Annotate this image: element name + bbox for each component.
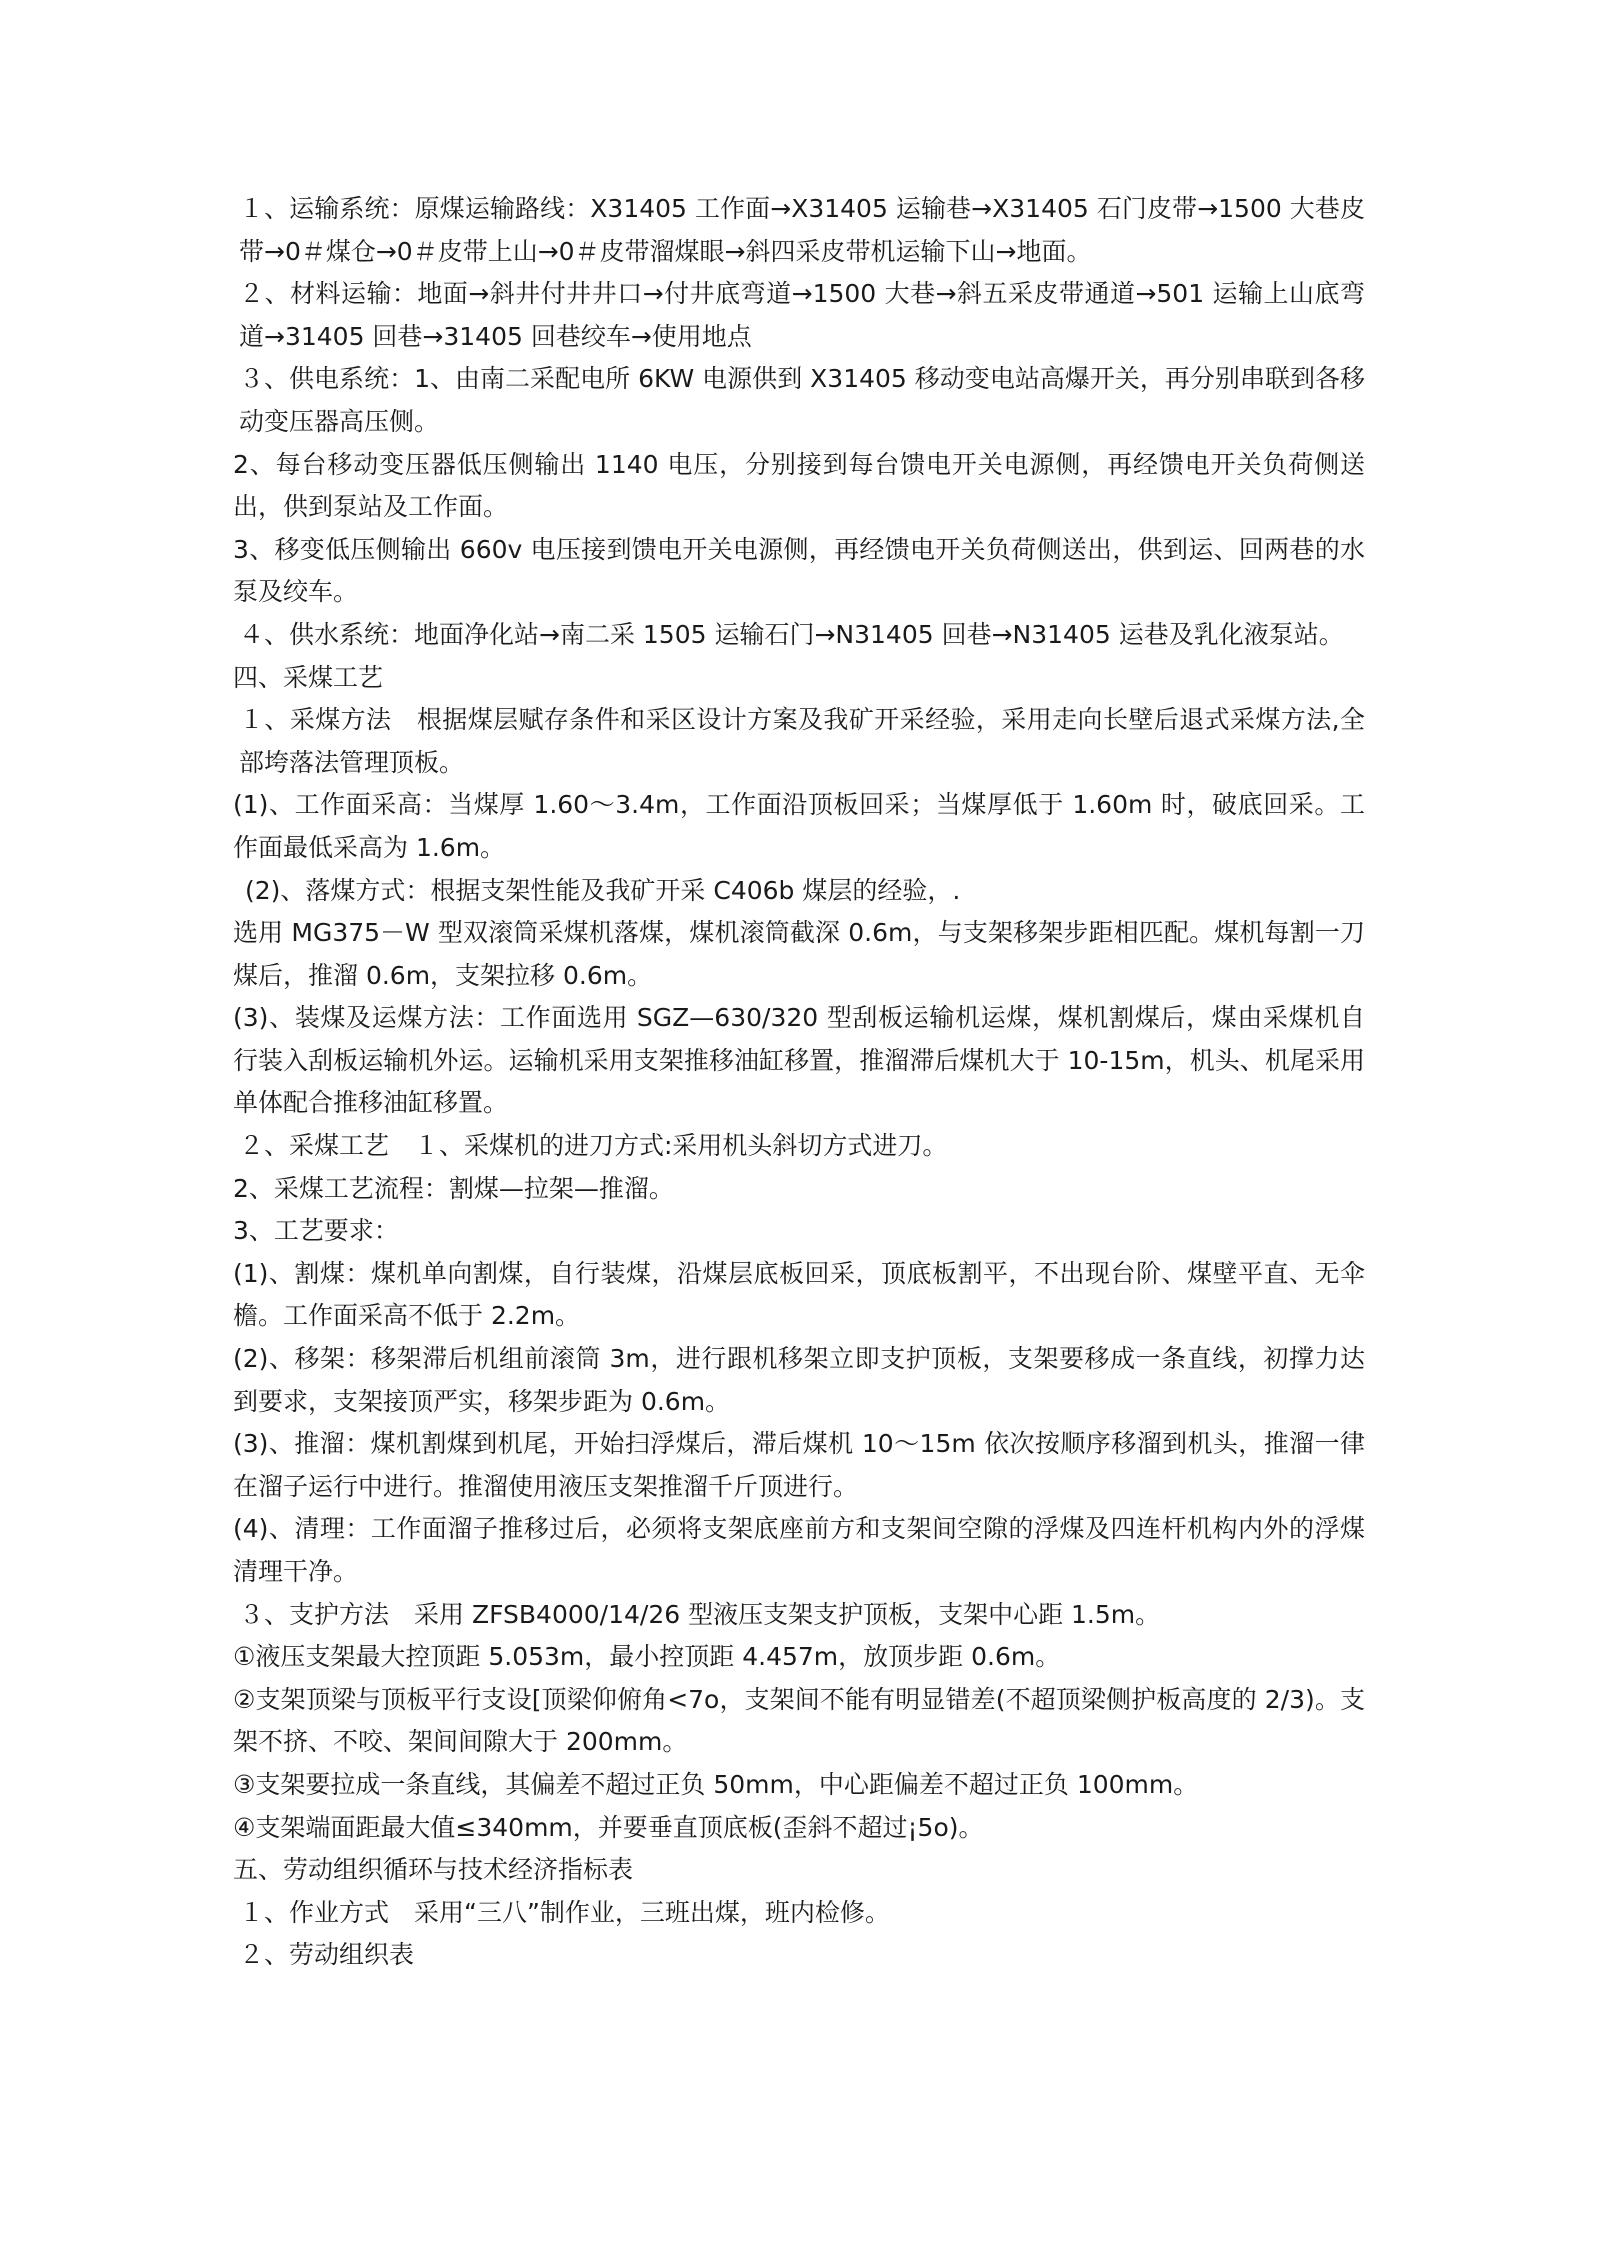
paragraph-process-flow: 2、采煤工艺流程：割煤—拉架—推溜。 xyxy=(233,1173,674,1203)
paragraph-coal-breaking: (2)、落煤方式：根据支架性能及我矿开采 C406b 煤层的经验，. xyxy=(245,875,961,905)
paragraph-support-item-2: ②支架顶梁与顶板平行支设[顶梁仰俯角<7o，支架间不能有明显错差(不超顶梁侧护板高度的 2/3)。支架不挤、不咬、架间间隙大于 200mm。 xyxy=(233,1684,1365,1757)
paragraph-power-supply-3: 3、移变低压侧输出 660v 电压接到馈电开关电源侧，再经馈电开关负荷侧送出，供到运、回两巷的水泵及绞车。 xyxy=(233,534,1365,607)
paragraph-cleaning: (4)、清理：工作面溜子推移过后，必须将支架底座前方和支架间空隙的浮煤及四连杆机构内外的浮煤清理干净。 xyxy=(233,1514,1365,1586)
paragraph-mining-technique: ２、采煤工艺 １、采煤机的进刀方式:采用机头斜切方式进刀。 xyxy=(239,1131,948,1161)
section-heading-labor-organization: 五、劳动组织循环与技术经济指标表 xyxy=(233,1855,634,1885)
paragraph-support-method: ３、支护方法 采用 ZFSB4000/14/26 型液压支架支护顶板，支架中心距 1.5m。 xyxy=(239,1599,1161,1629)
paragraph-support-item-4: ④支架端面距最大值≤340mm，并要垂直顶底板(歪斜不超过¡5o)。 xyxy=(233,1812,984,1842)
paragraph-cutting: (1)、割煤：煤机单向割煤，自行装煤，沿煤层底板回采，顶底板割平，不出现台阶、煤壁平直、无伞檐。工作面采高不低于 2.2m。 xyxy=(233,1258,1365,1331)
paragraph-requirements-heading: 3、工艺要求： xyxy=(233,1216,399,1246)
paragraph-power-supply: ３、供电系统：1、由南二采配电所 6KW 电源供到 X31405 移动变电站高爆开关，再分别串联到各移动变压器高压侧。 xyxy=(239,364,1365,436)
paragraph-material-transport: ２、材料运输：地面→斜井付井井口→付井底弯道→1500 大巷→斜五采皮带通道→501 运输上山底弯道→31405 回巷→31405 回巷绞车→使用地点 xyxy=(239,279,1365,351)
paragraph-conveyor-push: (3)、推溜：煤机割煤到机尾，开始扫浮煤后，滞后煤机 10～15m 依次按顺序移溜到机头，推溜一律在溜子运行中进行。推溜使用液压支架推溜千斤顶进行。 xyxy=(233,1429,1365,1501)
document-body xyxy=(233,188,1365,1977)
paragraph-mining-height: (1)、工作面采高：当煤厚 1.60～3.4m，工作面沿顶板回采；当煤厚低于 1.60m 时，破底回采。工作面最低采高为 1.6m。 xyxy=(233,790,1365,862)
section-heading-mining-process: 四、采煤工艺 xyxy=(233,662,384,692)
paragraph-labor-table-heading: ２、劳动组织表 xyxy=(239,1940,415,1970)
paragraph-transport-system: １、运输系统：原煤运输路线：X31405 工作面→X31405 运输巷→X31405 石门皮带→1500 大巷皮带→0＃煤仓→0＃皮带上山→0＃皮带溜煤眼→斜四采皮带机运输下山→地面。 xyxy=(239,194,1365,266)
paragraph-loading-transport: (3)、装煤及运煤方法：工作面选用 SGZ—630/320 型刮板运输机运煤，煤机割煤后，煤由采煤机自行装入刮板运输机外运。运输机采用支架推移油缸移置，推溜滞后煤机大于 10-15m，机头、机尾采用单体配合推移油缸移置。 xyxy=(233,1003,1365,1118)
paragraph-support-item-3: ③支架要拉成一条直线，其偏差不超过正负 50mm，中心距偏差不超过正负 100mm。 xyxy=(233,1769,1199,1799)
paragraph-shearer-selection: 选用 MG375－W 型双滚筒采煤机落煤，煤机滚筒截深 0.6m，与支架移架步距相匹配。煤机每割一刀煤后，推溜 0.6m，支架拉移 0.6m。 xyxy=(233,918,1365,990)
paragraph-support-item-1: ①液压支架最大控顶距 5.053m，最小控顶距 4.457m，放顶步距 0.6m。 xyxy=(233,1642,1061,1672)
paragraph-water-supply: ４、供水系统：地面净化站→南二采 1505 运输石门→N31405 回巷→N31405 运巷及乳化液泵站。 xyxy=(239,619,1344,649)
paragraph-support-advance: (2)、移架：移架滞后机组前滚筒 3m，进行跟机移架立即支护顶板，支架要移成一条直线，初撑力达到要求，支架接顶严实，移架步距为 0.6m。 xyxy=(233,1344,1365,1416)
paragraph-power-supply-2: 2、每台移动变压器低压侧输出 1140 电压，分别接到每台馈电开关电源侧，再经馈电开关负荷侧送出，供到泵站及工作面。 xyxy=(233,449,1365,522)
paragraph-mining-method: １、采煤方法 根据煤层赋存条件和采区设计方案及我矿开采经验，采用走向长壁后退式采煤方法,全部垮落法管理顶板。 xyxy=(239,705,1365,777)
paragraph-work-mode: １、作业方式 采用“三八”制作业，三班出煤，班内检修。 xyxy=(239,1897,890,1927)
